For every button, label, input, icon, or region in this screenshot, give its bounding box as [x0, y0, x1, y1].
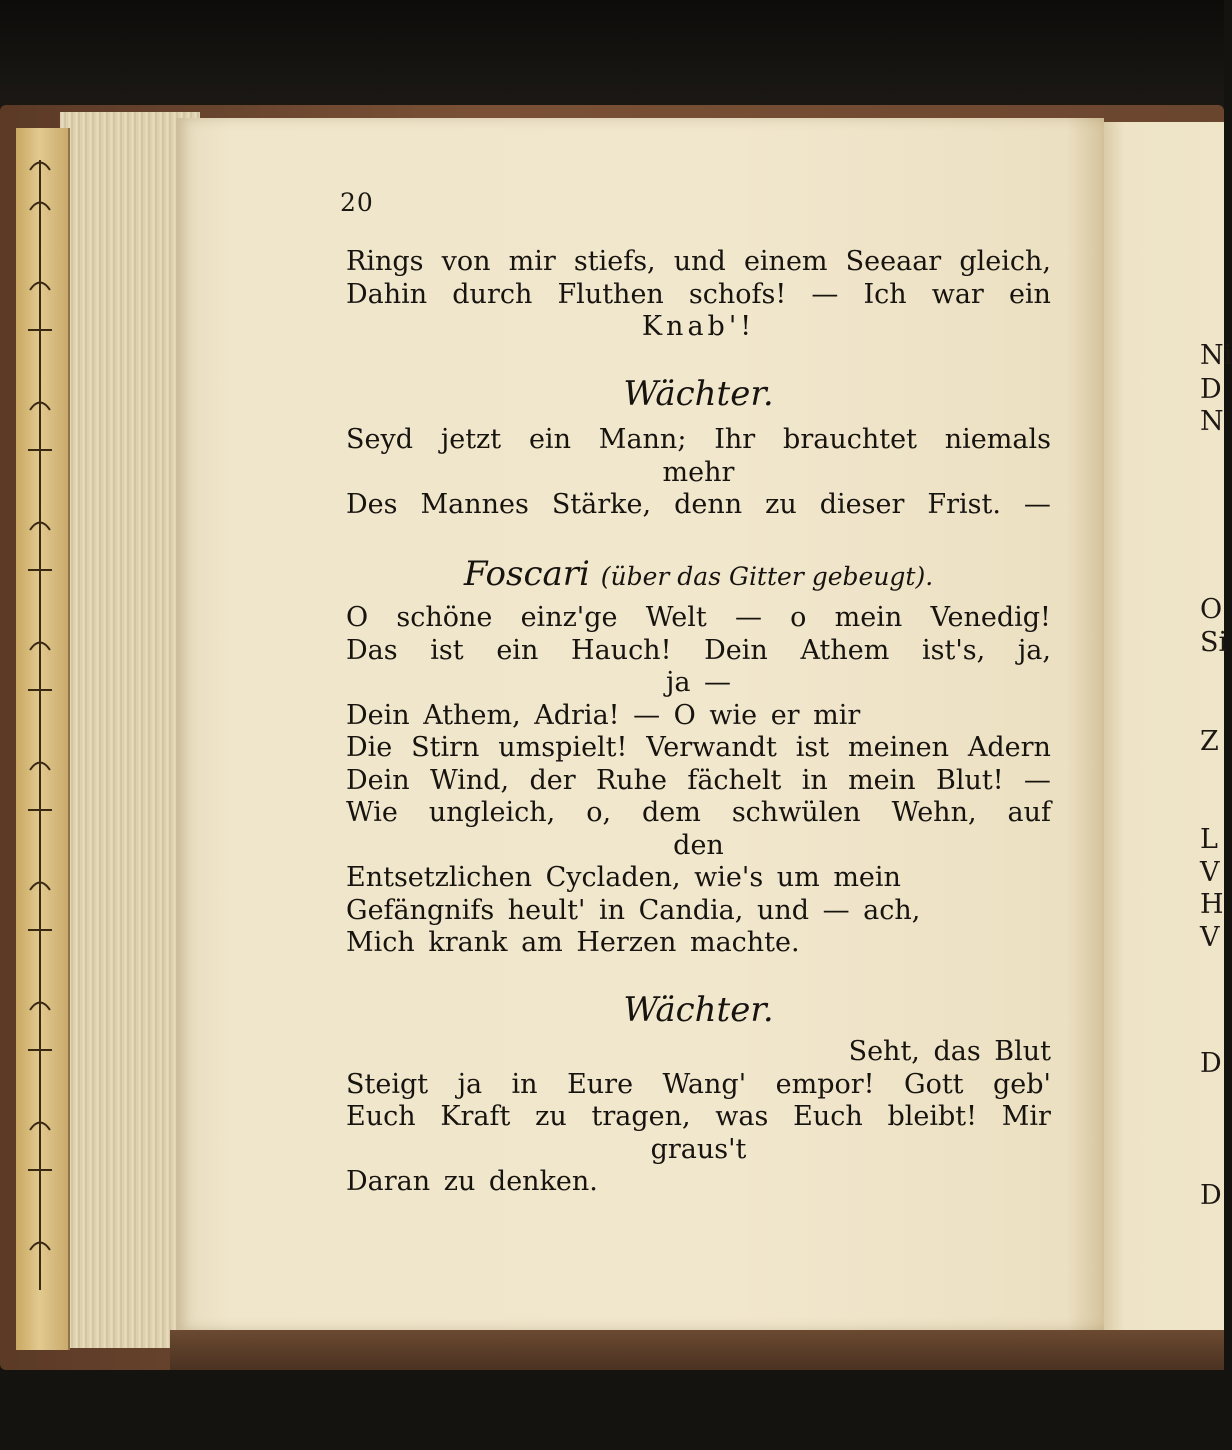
verse-line: Des Mannes Stärke, denn zu dieser Frist. — [346, 489, 1051, 520]
page-number: 20 [340, 188, 374, 217]
dark-background [0, 0, 1224, 110]
verse-line: O schöne einz'ge Welt — o mein Venedig! [346, 602, 1051, 633]
verse-line: Entsetzlichen Cycladen, wie's um mein [346, 862, 901, 893]
cover-bottom-edge [170, 1330, 1224, 1370]
verse-line: Daran zu denken. [346, 1166, 598, 1197]
verse-line: Euch Kraft zu tragen, was Euch bleibt! Mir [346, 1101, 1051, 1132]
verse-line: Gefängnifs heult' in Candia, und — ach, [346, 894, 921, 926]
verse-line: Dahin durch Fluthen schofs! — Ich war ein [346, 278, 1051, 310]
verse-line: Dein Athem, Adria! — O wie er mir [346, 699, 861, 731]
stage-direction: (über das Gitter gebeugt). [600, 562, 934, 591]
verse-line: Die Stirn umspielt! Verwandt ist meinen Adern [346, 732, 1051, 763]
verse-line: Dein Wind, der Ruhe fächelt in mein Blut! — [346, 764, 1051, 796]
verse-block-2 [346, 424, 1051, 522]
speaker-heading: Wächter. [623, 374, 774, 414]
facing-page-fragment: D [1200, 1180, 1222, 1211]
verse-line-continuation: Knab'! [641, 311, 756, 342]
facing-page-fragment: V [1200, 857, 1220, 888]
facing-page-fragment: Z [1200, 726, 1219, 757]
facing-page-fragment: D [1200, 1048, 1222, 1079]
speaker-heading: Wächter. [623, 990, 774, 1030]
speaker-name: Foscari [463, 554, 590, 594]
verse-line: Mich krank am Herzen machte. [346, 927, 800, 958]
verse-line: Rings von mir stiefs, und einem Seeaar gleich, [346, 246, 1051, 277]
verse-line-indented: Seht, das Blut [848, 1036, 1051, 1067]
facing-page-fragment: D [1200, 374, 1222, 405]
verse-line: Wie ungleich, o, dem schwülen Wehn, auf [346, 797, 1051, 828]
verse-line-continuation: graus't [650, 1133, 747, 1165]
verse-block-1 [346, 246, 1051, 344]
verse-line: Steigt ja in Eure Wang' empor! Gott geb' [346, 1068, 1051, 1100]
facing-page-fragment: Ni [1200, 340, 1232, 371]
verse-line-continuation: den [673, 829, 724, 861]
speaker-heading-foscari [346, 554, 1051, 594]
facing-page-fragment: V [1200, 922, 1220, 953]
facing-page-fragment: L [1200, 824, 1218, 855]
facing-page-fragment: N [1200, 406, 1224, 437]
spine-ornament-icon [22, 150, 58, 1300]
verse-line-continuation: mehr [662, 456, 735, 488]
verse-line: Das ist ein Hauch! Dein Athem ist's, ja, [346, 634, 1051, 666]
facing-page-edge [1102, 122, 1232, 1334]
verse-line: Seyd jetzt ein Mann; Ihr brauchtet niemals [346, 424, 1051, 455]
verse-block-4 [346, 1036, 1051, 1199]
facing-page-fragment: Si [1200, 627, 1228, 658]
verse-block-3 [346, 602, 1051, 960]
facing-page-fragment: H [1200, 889, 1224, 920]
book-page [176, 118, 1104, 1330]
verse-line-continuation: ja — [665, 667, 732, 698]
facing-page-fragment: O [1200, 594, 1223, 625]
